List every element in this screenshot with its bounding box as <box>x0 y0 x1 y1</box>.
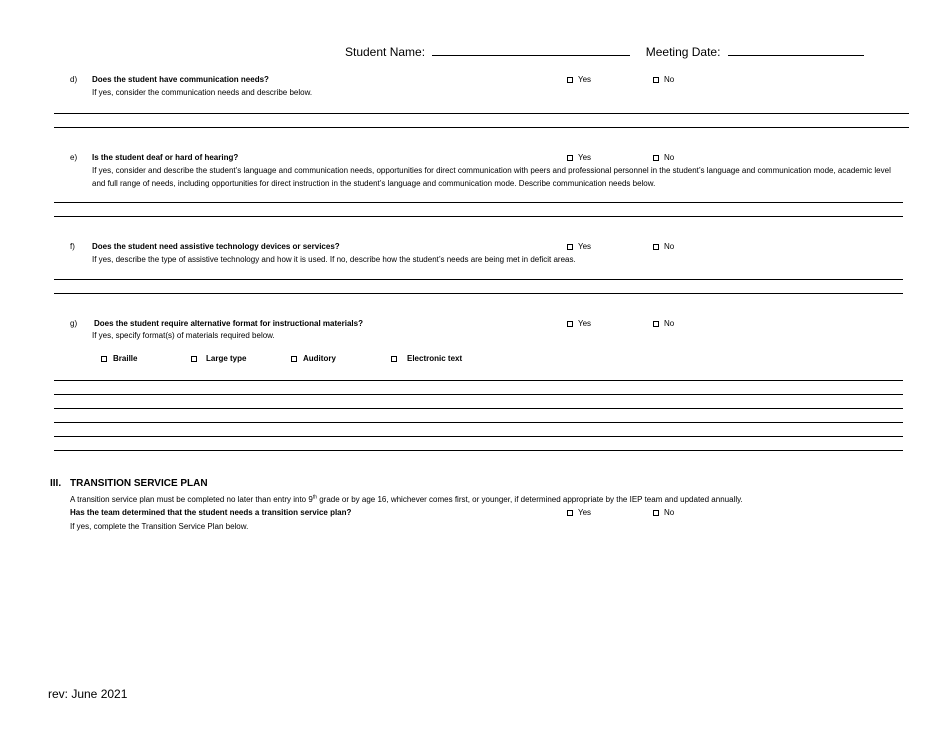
form-header <box>345 44 864 59</box>
checkbox-icon[interactable] <box>101 356 107 362</box>
answer-line[interactable] <box>54 293 903 294</box>
answer-line[interactable] <box>54 422 903 423</box>
question-d-letter: d) <box>70 75 78 84</box>
checkbox-icon[interactable] <box>191 356 197 362</box>
answer-line[interactable] <box>54 408 903 409</box>
format-label: Braille <box>113 354 138 363</box>
ordinal-suffix: th <box>312 494 317 501</box>
question-e-text: Is the student deaf or hard of hearing? <box>92 153 239 162</box>
question-d-instruction: If yes, consider the communication needs and describe below. <box>92 88 313 97</box>
question-e-yes-option[interactable] <box>567 153 591 162</box>
question-d-yes-option[interactable] <box>567 75 591 84</box>
student-name-label: Student Name: <box>345 45 426 59</box>
question-f-no-option[interactable] <box>653 242 674 251</box>
question-g-instruction: If yes, specify format(s) of materials required below. <box>92 331 275 340</box>
checkbox-icon[interactable] <box>567 77 573 83</box>
no-label: No <box>664 75 675 84</box>
question-f-letter: f) <box>70 242 75 251</box>
section-3-intro-text: A transition service plan must be completed no later than entry into 9 <box>70 495 313 504</box>
question-d-no-option[interactable] <box>653 75 674 84</box>
yes-label: Yes <box>578 319 592 328</box>
student-name-field[interactable] <box>432 44 630 56</box>
meeting-date-label: Meeting Date: <box>645 45 721 59</box>
question-f-yes-option[interactable] <box>567 242 591 251</box>
format-large-type-option[interactable] <box>191 354 246 363</box>
format-label: Auditory <box>303 354 336 363</box>
question-g-yes-option[interactable] <box>567 319 591 328</box>
question-e-no-option[interactable] <box>653 153 674 162</box>
question-f-text: Does the student need assistive technology devices or services? <box>92 242 340 251</box>
question-e-letter: e) <box>70 153 78 162</box>
answer-line[interactable] <box>54 113 909 114</box>
no-label: No <box>664 242 675 251</box>
answer-line[interactable] <box>54 436 903 437</box>
question-g-no-option[interactable] <box>653 319 674 328</box>
question-d-text: Does the student have communication needs? <box>92 75 269 84</box>
question-e-instruction: If yes, consider and describe the student’s language and communication needs, opportunities for direct communication with peers and professional personnel in the student’s language and communication mode, academic level and full range of needs, including opportunities for direct instruction in the student’s language and communication mode. Describe communication needs below. <box>92 166 891 188</box>
revision-date: rev: June 2021 <box>48 687 128 701</box>
yes-label: Yes <box>578 75 592 84</box>
yes-label: Yes <box>578 508 592 517</box>
answer-line[interactable] <box>54 127 909 128</box>
checkbox-icon[interactable] <box>567 155 573 161</box>
checkbox-icon[interactable] <box>653 155 659 161</box>
section-3-yes-option[interactable] <box>567 508 591 517</box>
no-label: No <box>664 153 675 162</box>
yes-label: Yes <box>578 242 592 251</box>
no-label: No <box>664 319 675 328</box>
answer-line[interactable] <box>54 380 903 381</box>
checkbox-icon[interactable] <box>567 244 573 250</box>
section-3-question: Has the team determined that the student needs a transition service plan? <box>70 508 352 517</box>
checkbox-icon[interactable] <box>567 321 573 327</box>
answer-line[interactable] <box>54 450 903 451</box>
answer-line[interactable] <box>54 279 903 280</box>
question-f-instruction: If yes, describe the type of assistive technology and how it is used. If no, describe how the student’s needs are being met in deficit areas. <box>92 255 576 264</box>
question-g-text: Does the student require alternative format for instructional materials? <box>94 319 363 328</box>
answer-line[interactable] <box>54 202 903 203</box>
question-g-letter: g) <box>70 319 78 328</box>
no-label: No <box>664 508 675 517</box>
section-3-intro-text-end: grade or by age 16, whichever comes first, or younger, if determined appropriate by the IEP team and updated annually. <box>316 495 743 504</box>
answer-line[interactable] <box>54 216 903 217</box>
format-auditory-option[interactable] <box>291 354 336 363</box>
section-3-intro <box>70 494 743 507</box>
format-electronic-text-option[interactable] <box>391 354 462 363</box>
checkbox-icon[interactable] <box>653 77 659 83</box>
section-3-no-option[interactable] <box>653 508 674 517</box>
checkbox-icon[interactable] <box>653 244 659 250</box>
checkbox-icon[interactable] <box>653 510 659 516</box>
section-3-numeral: III. <box>50 478 62 489</box>
format-braille-option[interactable] <box>101 354 137 363</box>
yes-label: Yes <box>578 153 592 162</box>
checkbox-icon[interactable] <box>653 321 659 327</box>
format-label: Electronic text <box>407 354 463 363</box>
meeting-date-field[interactable] <box>728 44 864 56</box>
checkbox-icon[interactable] <box>567 510 573 516</box>
format-label: Large type <box>206 354 247 363</box>
answer-line[interactable] <box>54 394 903 395</box>
section-3-instruction: If yes, complete the Transition Service Plan below. <box>70 522 249 531</box>
section-3-title: TRANSITION SERVICE PLAN <box>70 478 208 489</box>
checkbox-icon[interactable] <box>391 356 397 362</box>
checkbox-icon[interactable] <box>291 356 297 362</box>
